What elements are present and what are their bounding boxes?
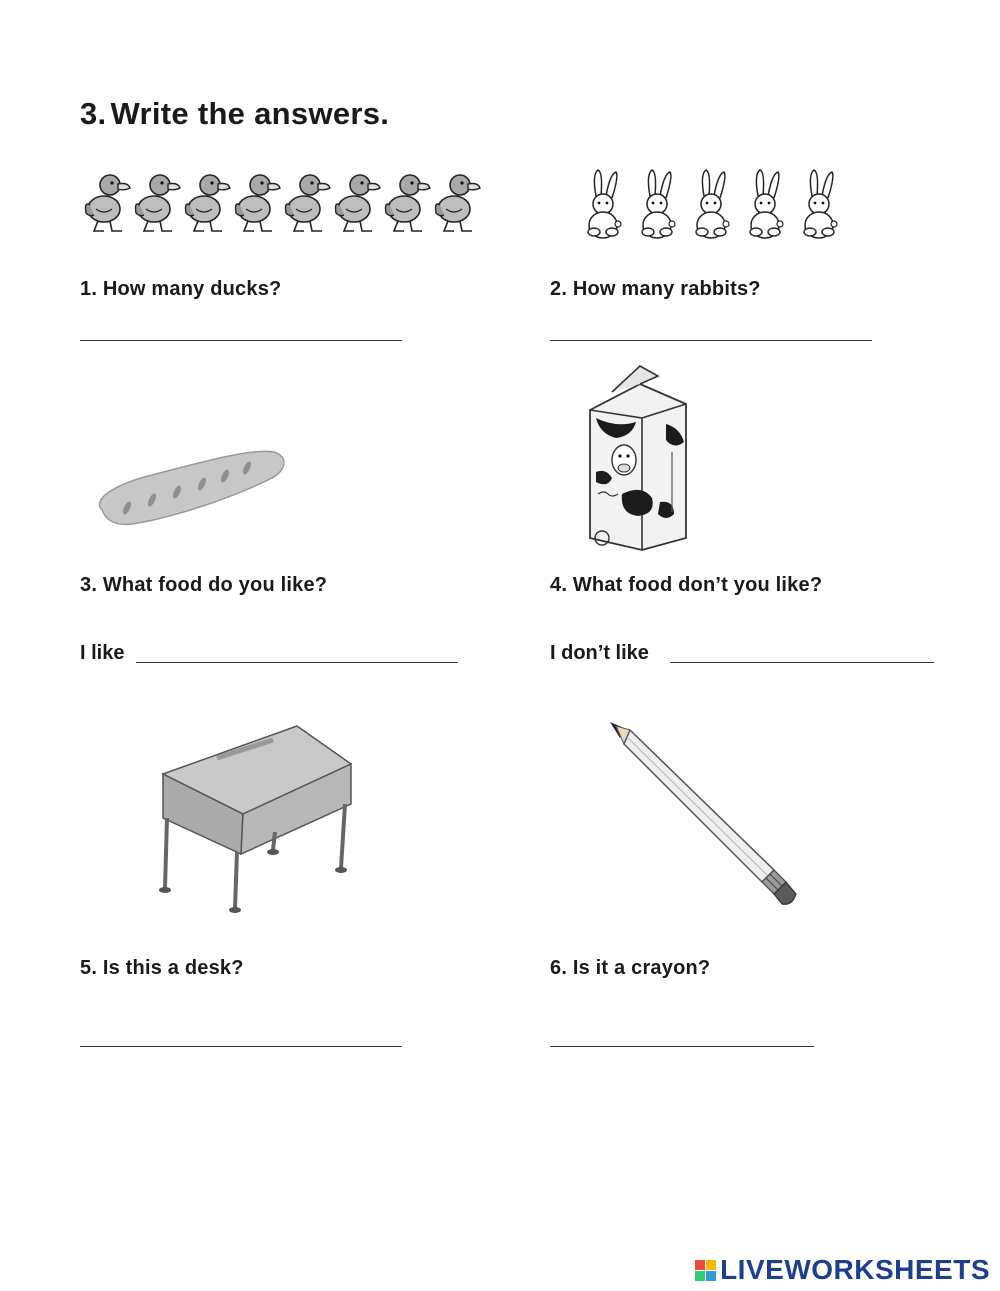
question-3: 3. What food do you like? (80, 574, 328, 596)
answer-prefix-4: I don’t like (550, 642, 649, 664)
answer-line-6[interactable] (550, 1046, 814, 1047)
ducks-illustration (82, 165, 492, 240)
question-6: 6. Is it a crayon? (550, 957, 711, 979)
liveworksheets-logo (695, 1254, 990, 1286)
answer-line-5[interactable] (80, 1046, 402, 1047)
question-5: 5. Is this a desk? (80, 957, 244, 979)
question-2: 2. How many rabbits? (550, 278, 761, 300)
brand-name: LIVEWORKSHEETS (720, 1254, 990, 1285)
answer-line-2[interactable] (550, 340, 872, 341)
question-1: 1. How many ducks? (80, 278, 282, 300)
desk-icon (155, 722, 360, 914)
bread-icon (92, 440, 288, 530)
page-title (80, 96, 389, 132)
answer-prefix-3: I like (80, 642, 125, 664)
question-4: 4. What food don’t you like? (550, 574, 823, 596)
logo-mark-icon (695, 1260, 716, 1281)
answer-line-3[interactable] (136, 662, 458, 663)
answer-line-1[interactable] (80, 340, 402, 341)
answer-line-4[interactable] (670, 662, 934, 663)
section-number: 3. (80, 96, 107, 131)
section-title: Write the answers. (110, 96, 390, 131)
milk-carton-icon (582, 362, 694, 552)
pencil-icon (606, 718, 802, 906)
rabbits-illustration (578, 166, 858, 244)
